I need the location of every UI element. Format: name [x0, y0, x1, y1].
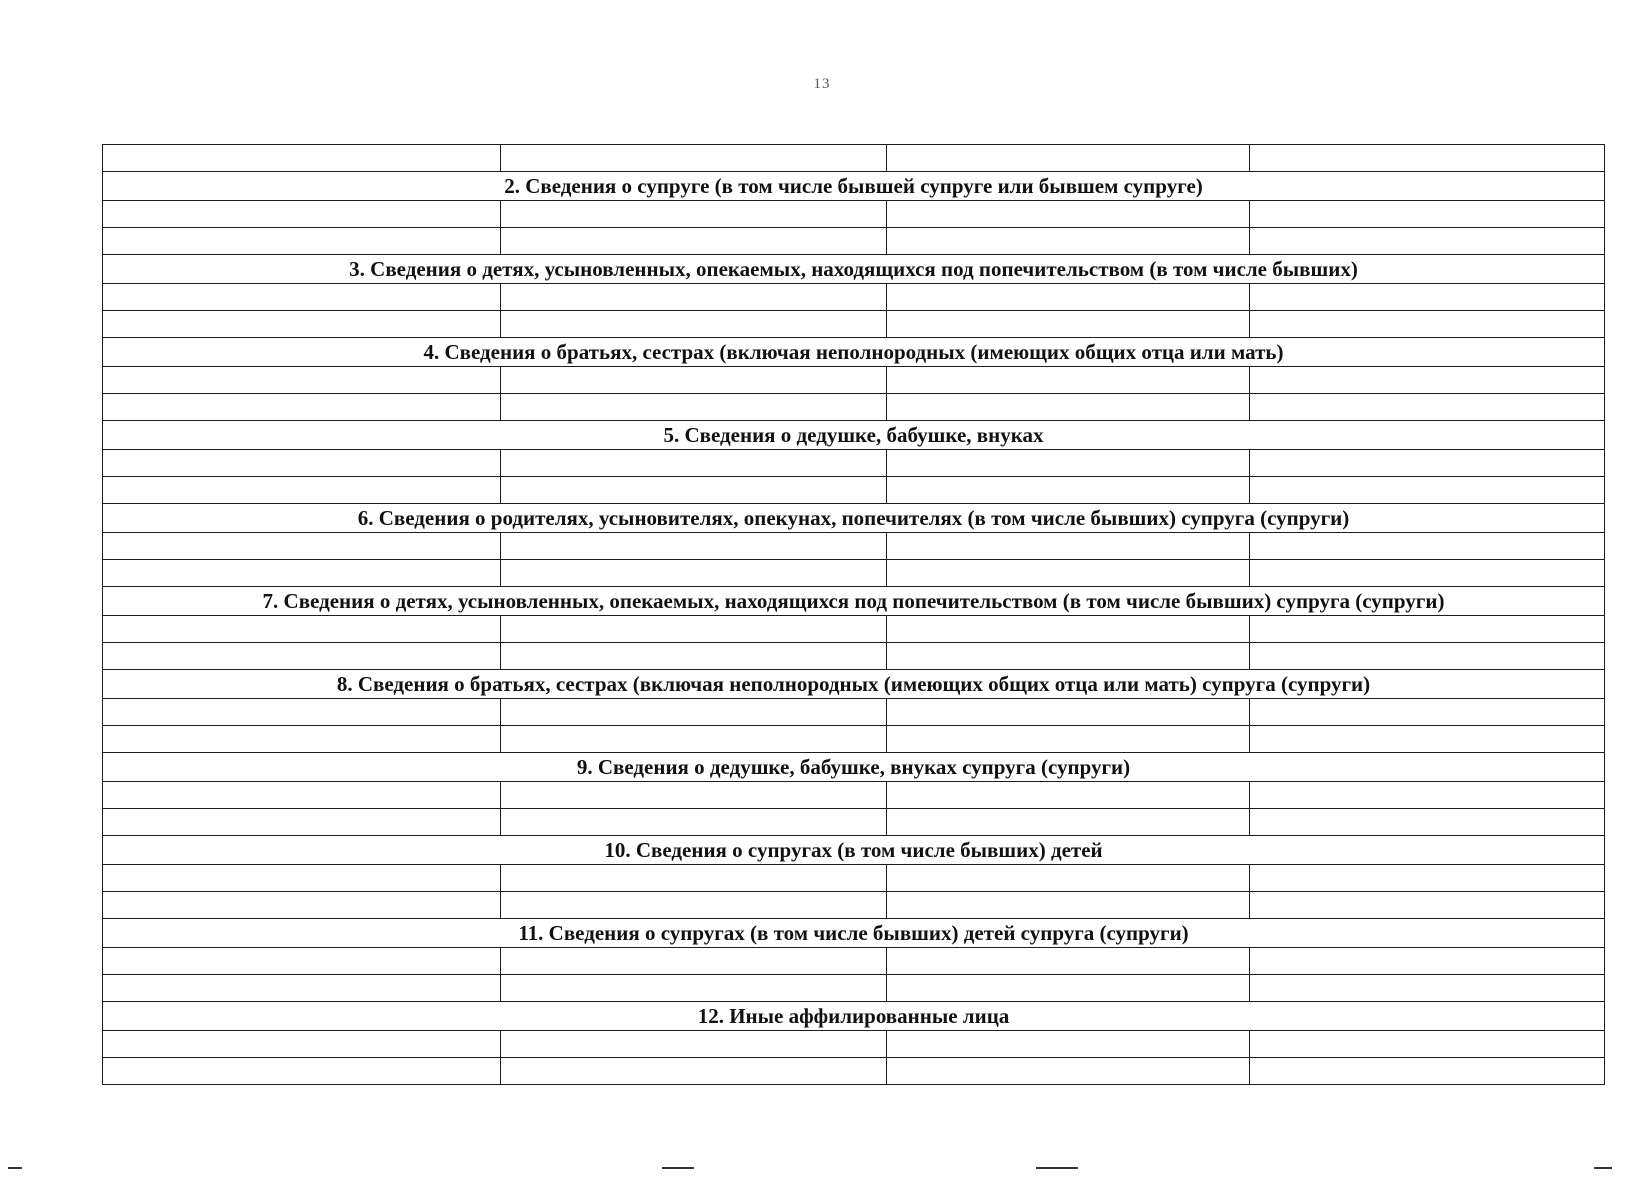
table-cell	[501, 311, 887, 338]
table-cell	[103, 533, 501, 560]
table-cell	[103, 201, 501, 228]
table-cell	[501, 560, 887, 587]
table-cell	[1250, 726, 1605, 753]
table-cell	[887, 616, 1250, 643]
table-cell	[501, 643, 887, 670]
table-cell	[887, 367, 1250, 394]
table-cell	[103, 1058, 501, 1085]
section-heading: 12. Иные аффилированные лица	[103, 1002, 1605, 1031]
table-cell	[501, 1058, 887, 1085]
table-row	[103, 892, 1605, 919]
table-cell	[501, 394, 887, 421]
table-cell	[1250, 643, 1605, 670]
table-cell	[501, 782, 887, 809]
table-row	[103, 616, 1605, 643]
affiliated-persons-table	[102, 144, 1605, 1085]
section-heading-row	[103, 504, 1605, 533]
section-heading: 11. Сведения о супругах (в том числе бывших) детей супруга (супруги)	[103, 919, 1605, 948]
table-row	[103, 228, 1605, 255]
section-heading: 6. Сведения о родителях, усыновителях, опекунах, попечителях (в том числе бывших) супруга (супруги)	[103, 504, 1605, 533]
table-cell	[887, 201, 1250, 228]
table-cell	[501, 533, 887, 560]
table-cell	[501, 367, 887, 394]
table-cell	[887, 726, 1250, 753]
table-cell	[1250, 865, 1605, 892]
table-cell	[103, 892, 501, 919]
table-cell	[887, 145, 1250, 172]
table-cell	[1250, 284, 1605, 311]
table-cell	[887, 865, 1250, 892]
section-heading: 9. Сведения о дедушке, бабушке, внуках супруга (супруги)	[103, 753, 1605, 782]
table-cell	[887, 560, 1250, 587]
table-row	[103, 643, 1605, 670]
table-row	[103, 1031, 1605, 1058]
table-cell	[103, 865, 501, 892]
table-row	[103, 782, 1605, 809]
table-cell	[887, 1031, 1250, 1058]
table-cell	[887, 394, 1250, 421]
table-cell	[1250, 450, 1605, 477]
table-cell	[1250, 311, 1605, 338]
table-cell	[1250, 1031, 1605, 1058]
table-cell	[501, 892, 887, 919]
table-row	[103, 145, 1605, 172]
table-cell	[1250, 228, 1605, 255]
table-cell	[1250, 201, 1605, 228]
table-cell	[887, 699, 1250, 726]
table-cell	[1250, 560, 1605, 587]
table-row	[103, 367, 1605, 394]
table-row	[103, 726, 1605, 753]
table-row	[103, 809, 1605, 836]
section-heading: 7. Сведения о детях, усыновленных, опекаемых, находящихся под попечительством (в том числе бывших) супруга (супруги)	[103, 587, 1605, 616]
table-cell	[1250, 975, 1605, 1002]
table-cell	[887, 477, 1250, 504]
table-cell	[501, 616, 887, 643]
table-cell	[1250, 616, 1605, 643]
table-cell	[1250, 477, 1605, 504]
table-cell	[501, 865, 887, 892]
table-cell	[1250, 145, 1605, 172]
section-heading-row	[103, 421, 1605, 450]
table-cell	[1250, 809, 1605, 836]
table-cell	[501, 975, 887, 1002]
table-cell	[887, 228, 1250, 255]
table-cell	[1250, 699, 1605, 726]
table-row	[103, 975, 1605, 1002]
scan-artifact-line	[1594, 1167, 1612, 1169]
section-heading-row	[103, 753, 1605, 782]
table-cell	[1250, 782, 1605, 809]
table-cell	[501, 477, 887, 504]
table-row	[103, 311, 1605, 338]
page-number: 13	[813, 76, 831, 92]
table-cell	[103, 975, 501, 1002]
scan-artifact-line	[8, 1167, 22, 1169]
table-cell	[103, 145, 501, 172]
table-cell	[103, 560, 501, 587]
section-heading: 3. Сведения о детях, усыновленных, опекаемых, находящихся под попечительством (в том числе бывших)	[103, 255, 1605, 284]
table-cell	[501, 1031, 887, 1058]
section-heading: 5. Сведения о дедушке, бабушке, внуках	[103, 421, 1605, 450]
table-cell	[1250, 394, 1605, 421]
table-cell	[887, 284, 1250, 311]
table-row	[103, 699, 1605, 726]
table-cell	[887, 782, 1250, 809]
table-cell	[1250, 1058, 1605, 1085]
table-row	[103, 450, 1605, 477]
table-row	[103, 560, 1605, 587]
table-cell	[501, 228, 887, 255]
table-cell	[501, 145, 887, 172]
section-heading-row	[103, 919, 1605, 948]
table-cell	[103, 228, 501, 255]
table-cell	[103, 699, 501, 726]
table-cell	[887, 643, 1250, 670]
table-cell	[887, 1058, 1250, 1085]
table-cell	[887, 533, 1250, 560]
table-cell	[501, 284, 887, 311]
table-cell	[501, 809, 887, 836]
table-cell	[887, 892, 1250, 919]
table-cell	[103, 948, 501, 975]
table-cell	[501, 948, 887, 975]
table-cell	[887, 311, 1250, 338]
section-heading: 2. Сведения о супруге (в том числе бывшей супруге или бывшем супруге)	[103, 172, 1605, 201]
section-heading-row	[103, 587, 1605, 616]
table-row	[103, 284, 1605, 311]
table-row	[103, 394, 1605, 421]
table-cell	[501, 450, 887, 477]
section-heading: 4. Сведения о братьях, сестрах (включая неполнородных (имеющих общих отца или мать)	[103, 338, 1605, 367]
table-cell	[103, 394, 501, 421]
table-row	[103, 533, 1605, 560]
section-heading: 8. Сведения о братьях, сестрах (включая неполнородных (имеющих общих отца или мать) супруга (супруги)	[103, 670, 1605, 699]
table-cell	[103, 616, 501, 643]
scan-artifact-line	[662, 1167, 694, 1169]
section-heading-row	[103, 1002, 1605, 1031]
table-cell	[103, 643, 501, 670]
table-cell	[1250, 533, 1605, 560]
table-cell	[103, 726, 501, 753]
section-heading-row	[103, 836, 1605, 865]
table-cell	[501, 699, 887, 726]
table-cell	[103, 809, 501, 836]
table-cell	[501, 201, 887, 228]
table-row	[103, 201, 1605, 228]
table-cell	[1250, 367, 1605, 394]
table-row	[103, 1058, 1605, 1085]
table-body	[103, 145, 1605, 1085]
section-heading-row	[103, 338, 1605, 367]
table-cell	[103, 477, 501, 504]
table-cell	[103, 284, 501, 311]
table-cell	[1250, 892, 1605, 919]
table-row	[103, 477, 1605, 504]
table-cell	[887, 948, 1250, 975]
table-row	[103, 948, 1605, 975]
table-cell	[887, 975, 1250, 1002]
table-cell	[887, 809, 1250, 836]
table-row	[103, 865, 1605, 892]
table-cell	[103, 1031, 501, 1058]
section-heading-row	[103, 255, 1605, 284]
table-cell	[103, 367, 501, 394]
section-heading-row	[103, 670, 1605, 699]
table-cell	[103, 782, 501, 809]
table-cell	[103, 450, 501, 477]
section-heading-row	[103, 172, 1605, 201]
table-cell	[501, 726, 887, 753]
scan-artifact-line	[1036, 1167, 1078, 1169]
table-cell	[103, 311, 501, 338]
table-cell	[1250, 948, 1605, 975]
section-heading: 10. Сведения о супругах (в том числе бывших) детей	[103, 836, 1605, 865]
table-cell	[887, 450, 1250, 477]
